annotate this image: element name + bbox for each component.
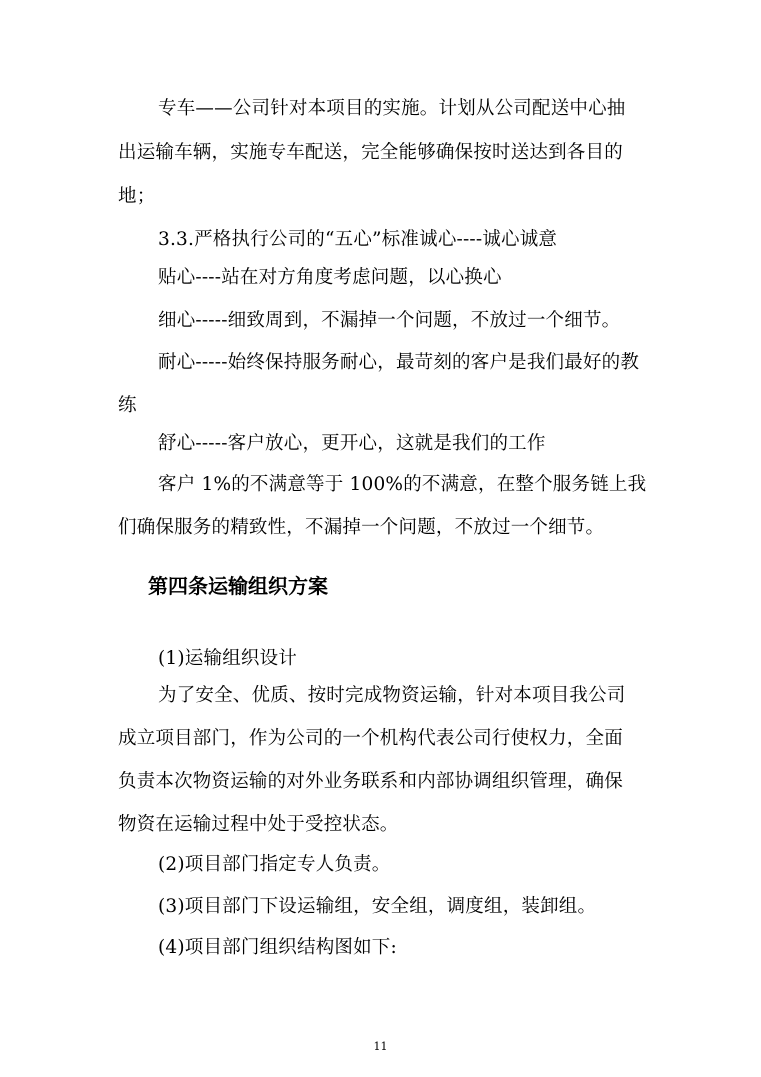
paragraph-line: 耐心-----始终保持服务耐心，最苛刻的客户是我们最好的教: [158, 352, 640, 373]
paragraph-line: 们确保服务的精致性，不漏掉一个问题，不放过一个细节。: [118, 517, 605, 538]
paragraph-line: 出运输车辆，实施专车配送，完全能够确保按时送达到各目的: [118, 142, 623, 163]
paragraph-line: (3)项目部门下设运输组，安全组，调度组，装卸组。: [158, 896, 597, 917]
paragraph-line: 贴心----站在对方角度考虑问题，以心换心: [158, 267, 502, 288]
paragraph-line: 物资在运输过程中处于受控状态。: [118, 814, 399, 835]
paragraph-line: 专车——公司针对本项目的实施。计划从公司配送中心抽: [158, 98, 626, 119]
paragraph-line: 3.3.严格执行公司的“五心”标准诚心----诚心诚意: [158, 229, 558, 250]
section-heading: 第四条运输组织方案: [148, 574, 328, 598]
paragraph-line: (1)运输组织设计: [158, 648, 298, 669]
paragraph-line: 负责本次物资运输的对外业务联系和内部协调组织管理，确保: [118, 771, 623, 792]
paragraph-line: (4)项目部门组织结构图如下:: [158, 937, 397, 958]
paragraph-line: (2)项目部门指定专人负责。: [158, 854, 391, 875]
paragraph-line: 成立项目部门，作为公司的一个机构代表公司行使权力，全面: [118, 728, 623, 749]
page-number: 11: [373, 1040, 388, 1053]
paragraph-line: 地；: [118, 186, 156, 207]
paragraph-line: 客户 1%的不满意等于 100%的不满意，在整个服务链上我: [158, 474, 647, 495]
paragraph-line: 为了安全、优质、按时完成物资运输，针对本项目我公司: [158, 685, 626, 706]
paragraph-line: 细心-----细致周到，不漏掉一个问题，不放过一个细节。: [158, 310, 621, 331]
paragraph-line: 舒心-----客户放心，更开心，这就是我们的工作: [158, 433, 546, 454]
paragraph-line: 练: [118, 395, 137, 416]
